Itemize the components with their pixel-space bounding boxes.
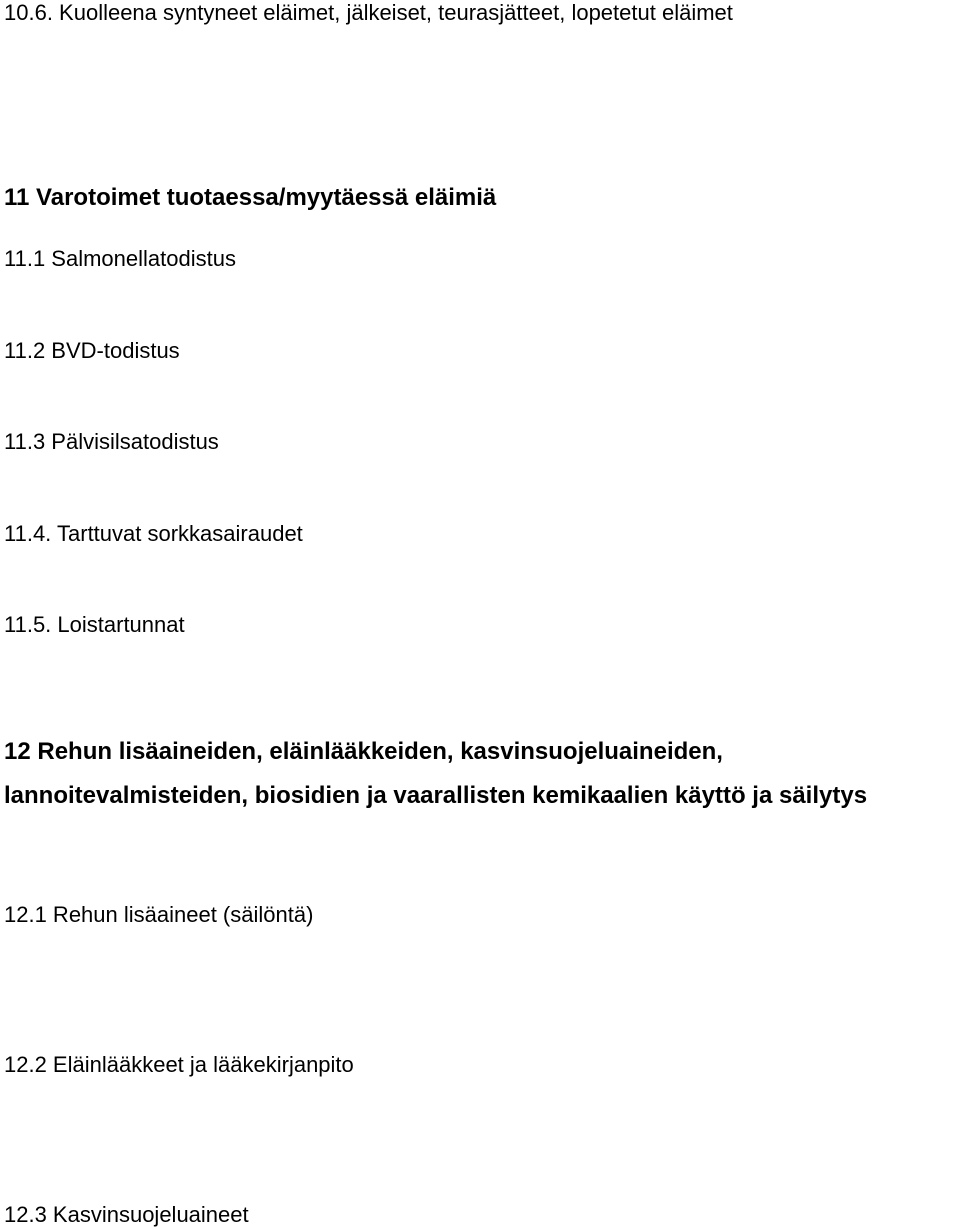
section-12-2-item: 12.2 Eläinlääkkeet ja lääkekirjanpito [4,1052,354,1077]
section-12-heading-line-1: 12 Rehun lisäaineiden, eläinlääkkeiden, kasvinsuojeluaineiden, [4,738,723,765]
section-12-1-item: 12.1 Rehun lisäaineet (säilöntä) [4,902,314,927]
section-12-3-item: 12.3 Kasvinsuojeluaineet [4,1202,249,1227]
section-10-6-heading: 10.6. Kuolleena syntyneet eläimet, jälkeiset, teurasjätteet, lopetetut eläimet [4,0,733,25]
section-11-heading: 11 Varotoimet tuotaessa/myytäessä eläimiä [4,184,497,211]
section-12-heading-line-2: lannoitevalmisteiden, biosidien ja vaarallisten kemikaalien käyttö ja säilytys [4,782,868,809]
section-11-4-item: 11.4. Tarttuvat sorkkasairaudet [4,521,303,546]
section-12-heading [4,730,960,818]
section-11-1-item: 11.1 Salmonellatodistus [4,246,236,271]
section-11-2-item: 11.2 BVD-todistus [4,338,180,363]
section-11-5-item: 11.5. Loistartunnat [4,612,185,637]
section-11-3-item: 11.3 Pälvisilsatodistus [4,429,219,454]
